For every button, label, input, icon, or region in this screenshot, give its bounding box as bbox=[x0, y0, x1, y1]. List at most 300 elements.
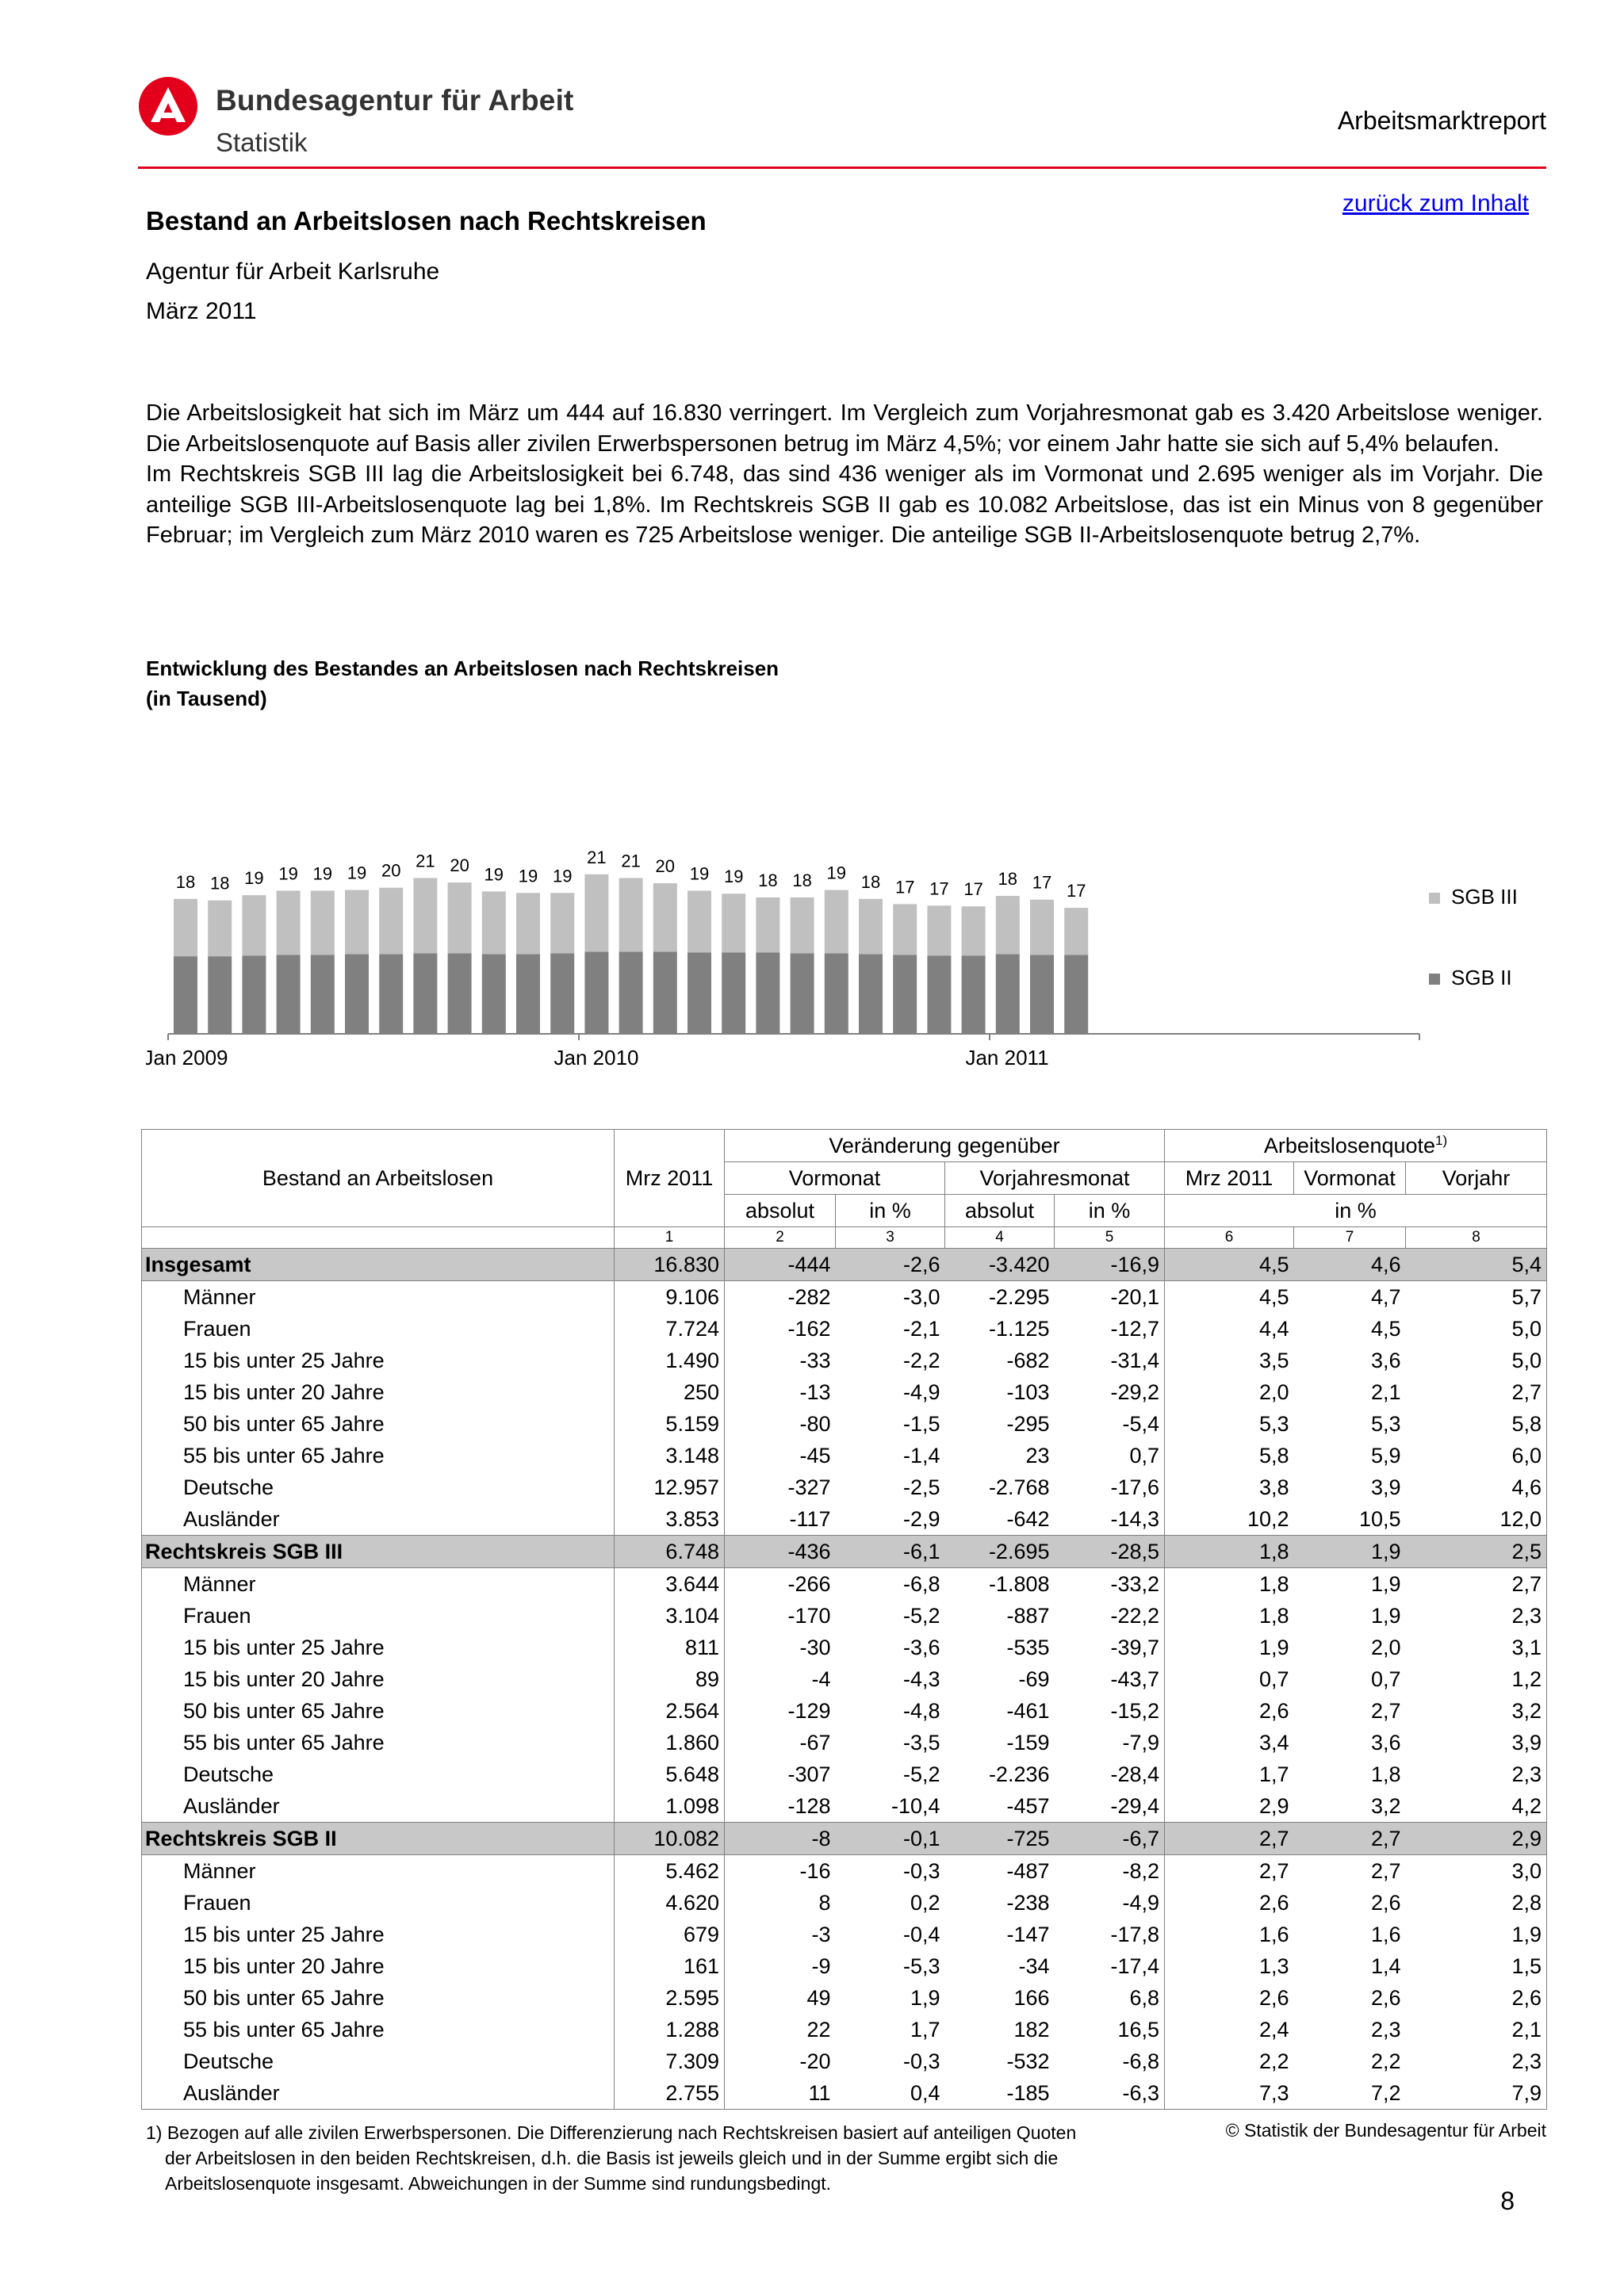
cell-value: 2,1 bbox=[1406, 2014, 1547, 2045]
footnote bbox=[146, 2120, 1145, 2196]
total-label: 18 bbox=[175, 871, 196, 892]
table-row bbox=[142, 1695, 1547, 1727]
cell-value: 10,2 bbox=[1165, 1503, 1294, 1536]
total-label: 17 bbox=[963, 879, 983, 900]
cell-value: -129 bbox=[725, 1695, 836, 1727]
cell-value: -6,8 bbox=[902, 1571, 940, 1596]
cell-value: 2,2 bbox=[1165, 2045, 1294, 2077]
bar-sgb3 bbox=[584, 874, 608, 952]
bar-sgb2 bbox=[791, 953, 814, 1033]
cell-value: -5,4 bbox=[1122, 1411, 1160, 1436]
legend-label-sgb2: SGB II bbox=[1451, 966, 1512, 989]
bar-sgb3 bbox=[893, 904, 917, 955]
table-body bbox=[142, 1249, 1547, 2110]
row-label: Männer bbox=[142, 1855, 615, 1888]
cell-value: -642 bbox=[1006, 1506, 1050, 1531]
stacked-bar-chart bbox=[146, 825, 1546, 1086]
bar-sgb2 bbox=[516, 954, 540, 1033]
cell-value: 3,9 bbox=[1370, 1475, 1401, 1499]
cell-value: -13 bbox=[725, 1376, 836, 1408]
cell-value: 0,2 bbox=[910, 1890, 940, 1915]
cell-value: -10,4 bbox=[891, 1793, 940, 1818]
x-tick-label: Jan 2010 bbox=[553, 1046, 639, 1070]
bar-sgb2 bbox=[688, 952, 711, 1033]
bar-sgb3 bbox=[242, 895, 266, 955]
total-label: 21 bbox=[416, 851, 435, 871]
total-label: 18 bbox=[758, 870, 778, 890]
cell-value: 1,6 bbox=[1370, 1922, 1401, 1946]
cell-value: -1,5 bbox=[902, 1411, 940, 1436]
cell-value: -2,9 bbox=[902, 1506, 940, 1531]
total-label: 19 bbox=[723, 867, 744, 887]
org-name: Bundesagentur für Arbeit bbox=[216, 84, 574, 117]
vormonat-header: Vormonat bbox=[725, 1162, 945, 1195]
total-label: 19 bbox=[278, 863, 298, 884]
row-label: 15 bis unter 20 Jahre bbox=[142, 1950, 615, 1982]
cell-value: 0,4 bbox=[836, 2077, 945, 2110]
cell-value: 4,4 bbox=[1165, 1313, 1294, 1345]
cell-value: 1,9 bbox=[1370, 1571, 1401, 1596]
cell-value: 2,7 bbox=[1406, 1568, 1547, 1601]
chart-canvas bbox=[146, 825, 1546, 1086]
cell-value: 2.564 bbox=[615, 1695, 725, 1727]
bar-sgb3 bbox=[653, 883, 677, 951]
bar-sgb3 bbox=[413, 878, 437, 953]
cell-value: 5.648 bbox=[615, 1758, 725, 1790]
cell-value: -887 bbox=[1006, 1603, 1050, 1628]
cell-value: -0,4 bbox=[902, 1922, 940, 1946]
row-label: Frauen bbox=[142, 1887, 615, 1919]
cell-value: -147 bbox=[1006, 1922, 1050, 1946]
cell-value: -238 bbox=[1006, 1890, 1050, 1915]
cell-value: 4,5 bbox=[1370, 1316, 1401, 1341]
bar-sgb3 bbox=[756, 897, 779, 953]
cell-value: 2,7 bbox=[1165, 1855, 1294, 1888]
quote-vormonat-header: Vormonat bbox=[1294, 1162, 1406, 1195]
legend-label-sgb3: SGB III bbox=[1451, 885, 1518, 909]
row-label: Ausländer bbox=[142, 2077, 615, 2110]
table-row bbox=[142, 1950, 1547, 1982]
total-label: 17 bbox=[929, 878, 949, 899]
row-label: Deutsche bbox=[142, 1471, 615, 1503]
bar-sgb3 bbox=[311, 890, 335, 955]
quote-group-label: Arbeitslosenquote bbox=[1263, 1134, 1436, 1158]
cell-value: 3,5 bbox=[1165, 1345, 1294, 1376]
row-label-header: Bestand an Arbeitslosen bbox=[142, 1130, 615, 1227]
table-row bbox=[142, 1345, 1547, 1376]
cell-value: 3,1 bbox=[1406, 1632, 1547, 1663]
cell-value: -2,2 bbox=[902, 1348, 940, 1372]
cell-value: -15,2 bbox=[1110, 1698, 1160, 1723]
header-divider bbox=[138, 166, 1546, 169]
total-label: 18 bbox=[998, 869, 1018, 890]
bar-sgb2 bbox=[174, 956, 197, 1033]
bar-sgb3 bbox=[619, 878, 643, 951]
cell-value: -3 bbox=[725, 1919, 836, 1950]
summary-text bbox=[146, 398, 1543, 551]
cell-value: 1,5 bbox=[1406, 1950, 1547, 1982]
cell-value: 1.288 bbox=[615, 2014, 725, 2045]
cell-value: 1,8 bbox=[1165, 1536, 1294, 1568]
cell-value: 166 bbox=[1013, 1985, 1050, 2010]
cell-value: -22,2 bbox=[1110, 1603, 1160, 1628]
row-label: Männer bbox=[142, 1281, 615, 1314]
bar-sgb2 bbox=[379, 954, 403, 1033]
cell-value: 2,6 bbox=[1165, 1695, 1294, 1727]
cell-value: 2,6 bbox=[1165, 1887, 1294, 1919]
cell-value: 1.860 bbox=[615, 1727, 725, 1758]
cell-value: 1,3 bbox=[1165, 1950, 1294, 1982]
total-label: 21 bbox=[621, 851, 641, 871]
cell-value: -2.768 bbox=[988, 1475, 1050, 1499]
bar-sgb2 bbox=[756, 952, 779, 1033]
total-label: 19 bbox=[244, 868, 264, 889]
cell-value: 4,5 bbox=[1165, 1249, 1294, 1281]
bar-sgb3 bbox=[277, 890, 301, 955]
cell-value: -3,0 bbox=[902, 1284, 940, 1309]
column-number: 6 bbox=[1165, 1227, 1294, 1249]
column-number: 5 bbox=[1055, 1227, 1165, 1249]
cell-value: 2,6 bbox=[1406, 1982, 1547, 2014]
cell-value: 1,8 bbox=[1370, 1762, 1401, 1786]
row-label: 55 bis unter 65 Jahre bbox=[142, 1727, 615, 1758]
cell-value: -7,9 bbox=[1122, 1730, 1160, 1755]
chart-title-line: Entwicklung des Bestandes an Arbeitslosen nach Rechtskreisen bbox=[146, 656, 779, 680]
cell-value: 2,8 bbox=[1406, 1887, 1547, 1919]
cell-value: -33,2 bbox=[1110, 1571, 1160, 1596]
cell-value: 811 bbox=[615, 1632, 725, 1663]
bar-sgb2 bbox=[413, 953, 437, 1033]
cell-value: 0,7 bbox=[1129, 1443, 1160, 1468]
row-label: 15 bis unter 25 Jahre bbox=[142, 1345, 615, 1376]
cell-value: -3,6 bbox=[902, 1635, 940, 1659]
cell-value: -2,6 bbox=[836, 1249, 945, 1281]
row-label: Rechtskreis SGB II bbox=[142, 1823, 615, 1855]
bar-sgb2 bbox=[277, 955, 301, 1033]
cell-value: -3,5 bbox=[902, 1730, 940, 1755]
cell-value: 1,9 bbox=[1294, 1536, 1406, 1568]
cell-value: -128 bbox=[725, 1790, 836, 1823]
change-group-header: Veränderung gegenüber bbox=[725, 1130, 1165, 1162]
row-label: 15 bis unter 25 Jahre bbox=[142, 1632, 615, 1663]
cell-value: -16 bbox=[725, 1855, 836, 1888]
total-label: 20 bbox=[381, 860, 401, 881]
total-label: 20 bbox=[655, 856, 676, 877]
bar-sgb2 bbox=[242, 955, 266, 1033]
table-row bbox=[142, 1568, 1547, 1601]
cell-value: 5,0 bbox=[1406, 1313, 1547, 1345]
column-number: 3 bbox=[836, 1227, 945, 1249]
cell-value: -2.236 bbox=[988, 1762, 1050, 1786]
row-label: Ausländer bbox=[142, 1503, 615, 1536]
table-row bbox=[142, 1503, 1547, 1536]
bar-sgb2 bbox=[482, 954, 506, 1033]
cell-value: 2,9 bbox=[1165, 1790, 1294, 1823]
cell-value: 1,9 bbox=[910, 1985, 940, 2010]
cell-value: 5,3 bbox=[1165, 1408, 1294, 1440]
table-row bbox=[142, 1600, 1547, 1632]
summary-paragraph: Im Rechtskreis SGB III lag die Arbeitslosigkeit bei 6.748, das sind 436 weniger als im Vormonat und 2.695 weniger als im Vorjahr. Die anteilige SGB III-Arbeitslosenquote lag bei 1,8%. Im Rechtskreis SGB II gab es 10.082 Arbeitslose, das ist ein Minus von 8 gegenüber Februar; im Vergleich zum März 2010 waren es 725 Arbeitslose weniger. Die anteilige SGB II-Arbeitslosenquote betrug 2,7%. bbox=[146, 461, 1543, 548]
cell-value: 8 bbox=[725, 1887, 836, 1919]
cell-value: -162 bbox=[725, 1313, 836, 1345]
total-label: 19 bbox=[347, 863, 367, 883]
cell-value: 1,6 bbox=[1165, 1919, 1294, 1950]
legend-swatch-sgb3 bbox=[1429, 893, 1440, 904]
cell-value: -307 bbox=[725, 1758, 836, 1790]
cell-value: -6,8 bbox=[1122, 2049, 1160, 2073]
table-row bbox=[142, 1408, 1547, 1440]
cell-value: 7,9 bbox=[1406, 2077, 1547, 2110]
cell-value: 2,0 bbox=[1370, 1635, 1401, 1659]
cell-value: -4,3 bbox=[902, 1667, 940, 1691]
cell-value: 49 bbox=[725, 1982, 836, 2014]
cell-value: 3,6 bbox=[1370, 1730, 1401, 1755]
total-label: 19 bbox=[484, 864, 504, 885]
bar-sgb2 bbox=[1064, 955, 1088, 1033]
cell-value: 7,2 bbox=[1294, 2077, 1406, 2110]
total-label: 17 bbox=[894, 877, 915, 897]
cell-value: 1,7 bbox=[910, 2017, 940, 2042]
cell-value: 3,2 bbox=[1370, 1793, 1401, 1818]
table-row bbox=[142, 1281, 1547, 1314]
table-row bbox=[142, 1376, 1547, 1408]
cell-value: 0,7 bbox=[1165, 1663, 1294, 1695]
bar-sgb3 bbox=[174, 899, 197, 956]
table-row bbox=[142, 1790, 1547, 1823]
bar-sgb3 bbox=[688, 890, 711, 952]
row-label: 50 bis unter 65 Jahre bbox=[142, 1695, 615, 1727]
cell-value: -682 bbox=[1006, 1348, 1050, 1372]
row-label: 15 bis unter 20 Jahre bbox=[142, 1663, 615, 1695]
cell-value: 3,4 bbox=[1165, 1727, 1294, 1758]
cell-value: 250 bbox=[615, 1376, 725, 1408]
cell-value: 2,6 bbox=[1370, 1985, 1401, 2010]
cell-value: 2,5 bbox=[1406, 1536, 1547, 1568]
cell-value: 2,3 bbox=[1406, 1758, 1547, 1790]
cell-value: -0,3 bbox=[902, 1858, 940, 1883]
bar-sgb2 bbox=[619, 952, 643, 1033]
bar-sgb3 bbox=[722, 894, 745, 952]
cell-value: -45 bbox=[725, 1440, 836, 1471]
cell-value: 9.106 bbox=[615, 1281, 725, 1314]
cell-value: -117 bbox=[725, 1503, 836, 1536]
footnote-line: der Arbeitslosen in den beiden Rechtskreisen, d.h. die Basis ist jeweils gleich und in der Summe ergibt sich die bbox=[165, 2148, 1059, 2168]
bar-sgb3 bbox=[859, 899, 883, 955]
cell-value: 2,7 bbox=[1406, 1376, 1547, 1408]
row-label: Ausländer bbox=[142, 1790, 615, 1823]
cell-value: -17,6 bbox=[1110, 1475, 1160, 1499]
cell-value: 1,7 bbox=[1165, 1758, 1294, 1790]
copyright: © Statistik der Bundesagentur für Arbeit bbox=[1225, 2120, 1546, 2141]
cell-value: 161 bbox=[615, 1950, 725, 1982]
cell-value: 10.082 bbox=[615, 1823, 725, 1855]
agency-name: Agentur für Arbeit Karlsruhe bbox=[146, 258, 440, 285]
unemployment-table bbox=[141, 1129, 1546, 2110]
cell-value: 5,8 bbox=[1406, 1408, 1547, 1440]
cell-value: 3,0 bbox=[1406, 1855, 1547, 1888]
cell-value: 22 bbox=[725, 2014, 836, 2045]
cell-value: -31,4 bbox=[1110, 1348, 1160, 1372]
table-row bbox=[142, 1887, 1547, 1919]
cell-value: 1,8 bbox=[1165, 1600, 1294, 1632]
cell-value: 2,1 bbox=[1370, 1380, 1401, 1404]
legend-swatch-sgb2 bbox=[1429, 974, 1440, 985]
cell-value: -295 bbox=[1006, 1411, 1050, 1436]
cell-value: -34 bbox=[1018, 1954, 1050, 1978]
cell-value: 2,2 bbox=[1370, 2049, 1401, 2073]
back-to-contents-link[interactable]: zurück zum Inhalt bbox=[1342, 190, 1529, 216]
cell-value: -185 bbox=[945, 2077, 1055, 2110]
cell-value: -266 bbox=[725, 1568, 836, 1601]
cell-value: 2,3 bbox=[1370, 2017, 1401, 2042]
footnote-line: Arbeitslosenquote insgesamt. Abweichungen in der Summe sind rundungsbedingt. bbox=[165, 2173, 832, 2194]
column-number: 1 bbox=[615, 1227, 725, 1249]
table-row bbox=[142, 1727, 1547, 1758]
cell-value: -1.125 bbox=[988, 1316, 1050, 1341]
footnote-line: 1) Bezogen auf alle zivilen Erwerbspersonen. Die Differenzierung nach Rechtskreisen basiert auf anteiligen Quoten bbox=[146, 2122, 1077, 2143]
bar-sgb2 bbox=[448, 953, 472, 1033]
cell-value: 2.755 bbox=[615, 2077, 725, 2110]
total-label: 19 bbox=[518, 866, 538, 886]
row-label: Frauen bbox=[142, 1600, 615, 1632]
bar-sgb2 bbox=[996, 954, 1020, 1033]
quote-vorjahr-header: Vorjahr bbox=[1406, 1162, 1547, 1195]
absolut-header: absolut bbox=[945, 1195, 1055, 1227]
bar-sgb3 bbox=[550, 893, 574, 953]
bar-sgb3 bbox=[791, 897, 814, 954]
cell-value: 3,2 bbox=[1406, 1695, 1547, 1727]
cell-value: 5,3 bbox=[1370, 1411, 1401, 1436]
cell-value: 1,9 bbox=[1370, 1603, 1401, 1628]
row-label: Männer bbox=[142, 1568, 615, 1601]
cell-value: -4 bbox=[725, 1663, 836, 1695]
total-label: 19 bbox=[312, 863, 333, 884]
cell-value: 2,7 bbox=[1294, 1823, 1406, 1855]
column-number: 2 bbox=[725, 1227, 836, 1249]
cell-value: -14,3 bbox=[1110, 1506, 1160, 1531]
cell-value: -33 bbox=[725, 1345, 836, 1376]
cell-value: -6,3 bbox=[1055, 2077, 1165, 2110]
cell-value: -4,9 bbox=[1122, 1890, 1160, 1915]
cell-value: -80 bbox=[725, 1408, 836, 1440]
total-label: 19 bbox=[552, 866, 573, 886]
cell-value: -8 bbox=[725, 1823, 836, 1855]
cell-value: -28,4 bbox=[1110, 1762, 1160, 1786]
cell-value: 1,9 bbox=[1406, 1919, 1547, 1950]
cell-value: -0,1 bbox=[836, 1823, 945, 1855]
cell-value: 5.159 bbox=[615, 1408, 725, 1440]
table-group-row bbox=[142, 1536, 1547, 1568]
total-label: 18 bbox=[860, 871, 881, 892]
cell-value: 4,2 bbox=[1406, 1790, 1547, 1823]
cell-value: 4,7 bbox=[1370, 1284, 1401, 1309]
column-number-row bbox=[142, 1227, 1547, 1249]
bar-sgb2 bbox=[345, 954, 369, 1033]
vorjahresmonat-header: Vorjahresmonat bbox=[945, 1162, 1165, 1195]
cell-value: 2,4 bbox=[1165, 2014, 1294, 2045]
cell-value: -327 bbox=[725, 1471, 836, 1503]
cell-value: 3,9 bbox=[1406, 1727, 1547, 1758]
report-label: Arbeitsmarktreport bbox=[1337, 106, 1546, 135]
cell-value: -4,8 bbox=[902, 1698, 940, 1723]
cell-value: -20,1 bbox=[1110, 1284, 1160, 1309]
bar-sgb2 bbox=[653, 952, 677, 1033]
cell-value: -17,4 bbox=[1110, 1954, 1160, 1978]
cell-value: 10,5 bbox=[1358, 1506, 1401, 1531]
cell-value: -28,5 bbox=[1055, 1536, 1165, 1568]
cell-value: 4,6 bbox=[1406, 1471, 1547, 1503]
cell-value: -9 bbox=[725, 1950, 836, 1982]
bar-sgb2 bbox=[1030, 955, 1054, 1033]
cell-value: 3.148 bbox=[615, 1440, 725, 1471]
bar-sgb3 bbox=[482, 891, 506, 954]
bar-sgb3 bbox=[825, 890, 848, 954]
cell-value: 182 bbox=[1013, 2017, 1050, 2042]
cell-value: 1.098 bbox=[615, 1790, 725, 1823]
bar-sgb2 bbox=[927, 955, 951, 1033]
cell-value: 6,0 bbox=[1406, 1440, 1547, 1471]
cell-value: 3,8 bbox=[1165, 1471, 1294, 1503]
cell-value: -30 bbox=[725, 1632, 836, 1663]
chart-title bbox=[146, 653, 779, 714]
cell-value: -5,2 bbox=[902, 1603, 940, 1628]
bar-sgb2 bbox=[962, 955, 986, 1033]
total-label: 17 bbox=[1032, 872, 1052, 893]
cell-value: 4,5 bbox=[1165, 1281, 1294, 1314]
table-row bbox=[142, 1313, 1547, 1345]
cell-value: -535 bbox=[1006, 1635, 1050, 1659]
cell-value: -6,1 bbox=[836, 1536, 945, 1568]
cell-value: -2.695 bbox=[945, 1536, 1055, 1568]
cell-value: -103 bbox=[1006, 1380, 1050, 1404]
cell-value: -282 bbox=[725, 1281, 836, 1314]
page-number: 8 bbox=[1500, 2187, 1515, 2215]
row-label: 50 bis unter 65 Jahre bbox=[142, 1408, 615, 1440]
row-label: 15 bis unter 20 Jahre bbox=[142, 1376, 615, 1408]
cell-value: 2,9 bbox=[1406, 1823, 1547, 1855]
cell-value: -4,9 bbox=[902, 1380, 940, 1404]
cell-value: 6,8 bbox=[1129, 1985, 1160, 2010]
cell-value: 4,6 bbox=[1294, 1249, 1406, 1281]
cell-value: 89 bbox=[615, 1663, 725, 1695]
bar-sgb3 bbox=[448, 882, 472, 953]
cell-value: -16,9 bbox=[1055, 1249, 1165, 1281]
cell-value: -461 bbox=[1006, 1698, 1050, 1723]
absolut-header: absolut bbox=[725, 1195, 836, 1227]
cell-value: -69 bbox=[1018, 1667, 1050, 1691]
cell-value: 2,7 bbox=[1370, 1858, 1401, 1883]
current-month-header: Mrz 2011 bbox=[615, 1130, 725, 1227]
row-label: 55 bis unter 65 Jahre bbox=[142, 2014, 615, 2045]
bar-sgb2 bbox=[311, 955, 335, 1033]
table-row bbox=[142, 1855, 1547, 1888]
cell-value: 1.490 bbox=[615, 1345, 725, 1376]
bar-sgb3 bbox=[379, 888, 403, 955]
cell-value: -6,7 bbox=[1055, 1823, 1165, 1855]
cell-value: 0,7 bbox=[1370, 1667, 1401, 1691]
cell-value: 6.748 bbox=[615, 1536, 725, 1568]
table-group-row bbox=[142, 1249, 1547, 1281]
cell-value: -0,3 bbox=[902, 2049, 940, 2073]
page-title: Bestand an Arbeitslosen nach Rechtskreisen bbox=[146, 206, 707, 235]
cell-value: 2,6 bbox=[1370, 1890, 1401, 1915]
table-row bbox=[142, 1982, 1547, 2014]
cell-value: -5,3 bbox=[902, 1954, 940, 1978]
cell-value: -2,5 bbox=[902, 1475, 940, 1499]
cell-value: 2,3 bbox=[1406, 2045, 1547, 2077]
cell-value: 7,3 bbox=[1165, 2077, 1294, 2110]
percent-header: in % bbox=[1055, 1195, 1165, 1227]
